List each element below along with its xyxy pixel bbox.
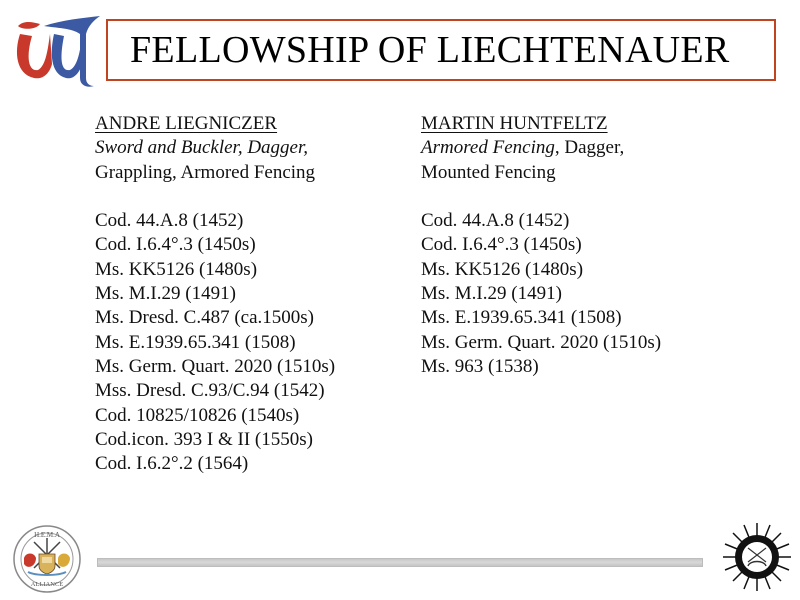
source-item: Cod. I.6.4°.3 (1450s) (95, 234, 256, 256)
source-item: Cod. I.6.2°.2 (1564) (95, 453, 249, 475)
source-item: Ms. E.1939.65.341 (1508) (95, 331, 296, 353)
master-skills-line-2: Grappling, Armored Fencing (95, 161, 316, 183)
source-item: Cod. 44.A.8 (1452) (421, 210, 570, 232)
source-item: Ms. KK5126 (1480s) (95, 258, 258, 280)
svg-text:ALLIANCE: ALLIANCE (30, 581, 64, 588)
swords-coalition-seal-icon (722, 522, 792, 592)
master-name: ANDRE LIEGNICZER (95, 113, 278, 134)
source-item: Mss. Dresd. C.93/C.94 (1542) (95, 380, 325, 402)
footer-divider-bar (97, 558, 703, 567)
source-item: Ms. E.1939.65.341 (1508) (421, 307, 622, 329)
master-skills-line-2: Mounted Fencing (421, 161, 556, 183)
source-item: Ms. 963 (1538) (421, 355, 539, 377)
source-item: Cod. 44.A.8 (1452) (95, 210, 244, 232)
source-item: Ms. Dresd. C.487 (ca.1500s) (95, 307, 315, 329)
skills-plain: , Dagger, (554, 137, 625, 159)
source-item: Cod. 10825/10826 (1540s) (95, 404, 300, 426)
master-name: MARTIN HUNTFELTZ (421, 113, 608, 134)
hema-alliance-seal-icon (12, 524, 82, 594)
source-item: Ms. Germ. Quart. 2020 (1510s) (95, 355, 336, 377)
svg-text:H.E.M.A: H.E.M.A (34, 531, 60, 539)
title-box (106, 19, 776, 81)
page-title: FELLOWSHIP OF LIECHTENAUER (130, 29, 730, 71)
source-item: Ms. Germ. Quart. 2020 (1510s) (421, 331, 662, 353)
master-column-huntfeltz (421, 112, 661, 379)
source-item: Ms. M.I.29 (1491) (421, 283, 562, 305)
source-item: Ms. M.I.29 (1491) (95, 283, 236, 305)
master-skills-line-1 (95, 136, 335, 160)
skills-italic: Sword and Buckler, Dagger, (95, 137, 309, 159)
source-item: Cod. I.6.4°.3 (1450s) (421, 234, 582, 256)
source-item: Cod.icon. 393 I & II (1550s) (95, 428, 313, 450)
fellowship-logo-icon (10, 12, 102, 88)
skills-italic: Armored Fencing (421, 137, 555, 159)
master-skills-line-1 (421, 136, 661, 160)
master-column-liegniczer (95, 112, 335, 476)
source-item: Ms. KK5126 (1480s) (421, 258, 584, 280)
